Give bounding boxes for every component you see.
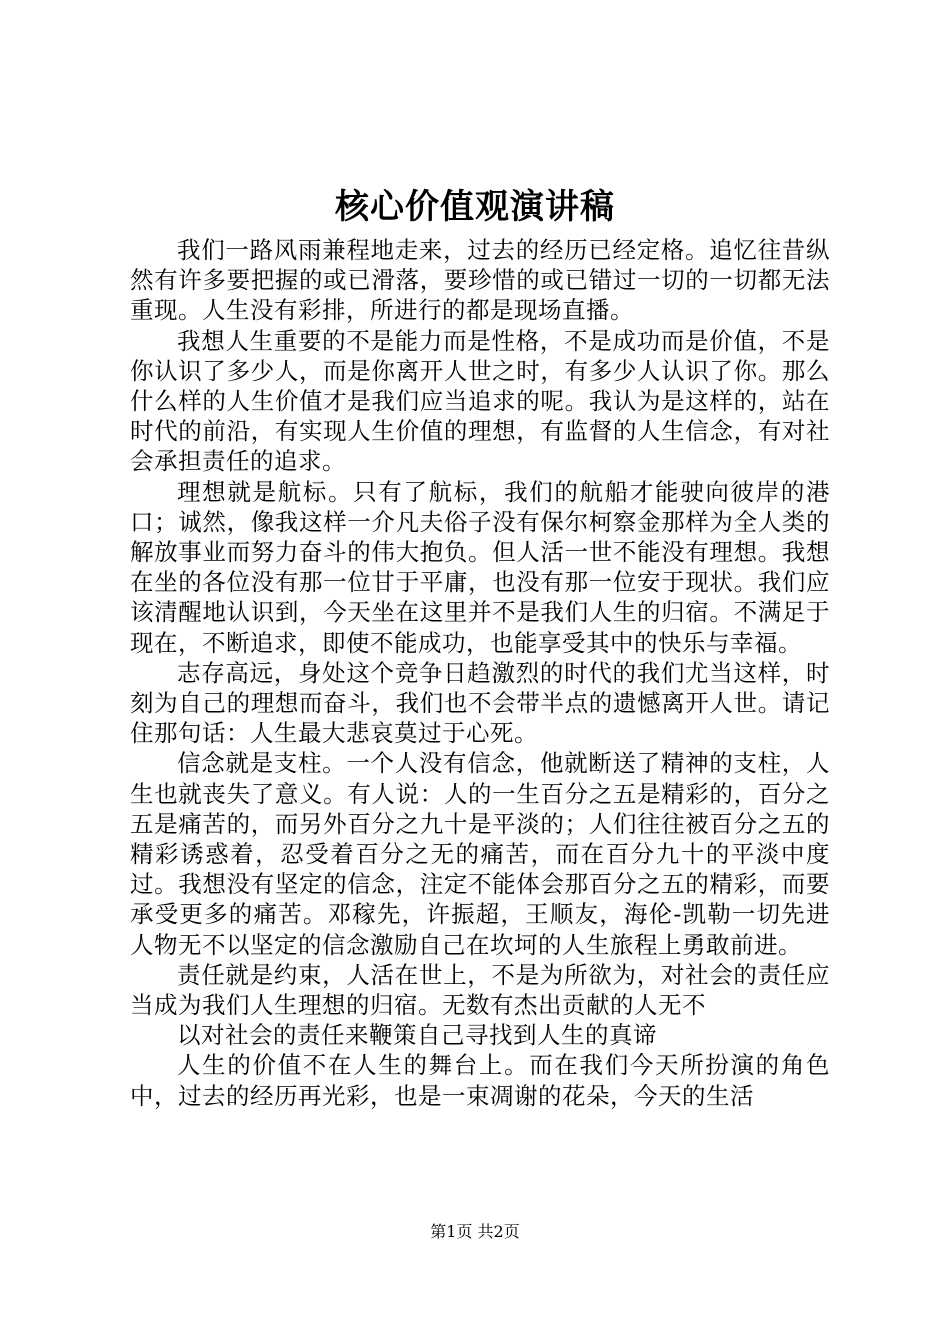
paragraph: 以对社会的责任来鞭策自己寻找到人生的真谛 [177, 1021, 657, 1050]
paragraph: 责任就是约束，人活在世上，不是为所欲为，对社会的责任应当成为我们人生理想的归宿。无数有杰出贡献的人无不 [130, 960, 830, 1020]
paragraph: 志存高远，身处这个竞争日趋激烈的时代的我们尤当这样，时刻为自己的理想而奋斗，我们也不会带半点的遗憾离开人世。请记住那句话：人生最大悲哀莫过于心死。 [130, 658, 830, 748]
paragraph: 我们一路风雨兼程地走来，过去的经历已经定格。追忆往昔纵然有许多要把握的或已滑落，要珍惜的或已错过一切的一切都无法重现。人生没有彩排，所进行的都是现场直播。 [130, 236, 830, 325]
paragraph: 信念就是支柱。一个人没有信念，他就断送了精神的支柱，人生也就丧失了意义。有人说：人的一生百分之五是精彩的，百分之五是痛苦的，而另外百分之九十是平淡的；人们往往被百分之五的精彩诱惑着，忍受着百分之无的痛苦，而在百分九十的平淡中度过。我想没有坚定的信念，注定不能体会那百分之五的精彩，而要承受更多的痛苦。邓稼先，许振超，王顺友，海伦-凯勒一切先进人物无不以坚定的信念激励自己在坎坷的人生旅程上勇敢前进。 [130, 749, 830, 959]
document-title: 核心价值观演讲稿 [335, 187, 615, 227]
document-body [130, 235, 830, 1111]
paragraph: 人生的价值不在人生的舞台上。而在我们今天所扮演的角色中，过去的经历再光彩，也是一束凋谢的花朵，今天的生活 [130, 1051, 830, 1110]
page-number-footer: 第1页 共2页 [430, 1222, 520, 1241]
paragraph: 理想就是航标。只有了航标，我们的航船才能驶向彼岸的港口；诚然，像我这样一介凡夫俗子没有保尔柯察金那样为全人类的解放事业而努力奋斗的伟大抱负。但人活一世不能没有理想。我想在坐的各位没有那一位甘于平庸，也没有那一位安于现状。我们应该清醒地认识到，今天坐在这里并不是我们人生的归宿。不满足于现在，不断追求，即使不能成功，也能享受其中的快乐与幸福。 [130, 477, 830, 657]
paragraph: 我想人生重要的不是能力而是性格，不是成功而是价值，不是你认识了多少人，而是你离开人世之时，有多少人认识了你。那么什么样的人生价值才是我们应当追求的呢。我认为是这样的，站在时代的前沿，有实现人生价值的理想，有监督的人生信念，有对社会承担责任的追求。 [130, 326, 830, 476]
